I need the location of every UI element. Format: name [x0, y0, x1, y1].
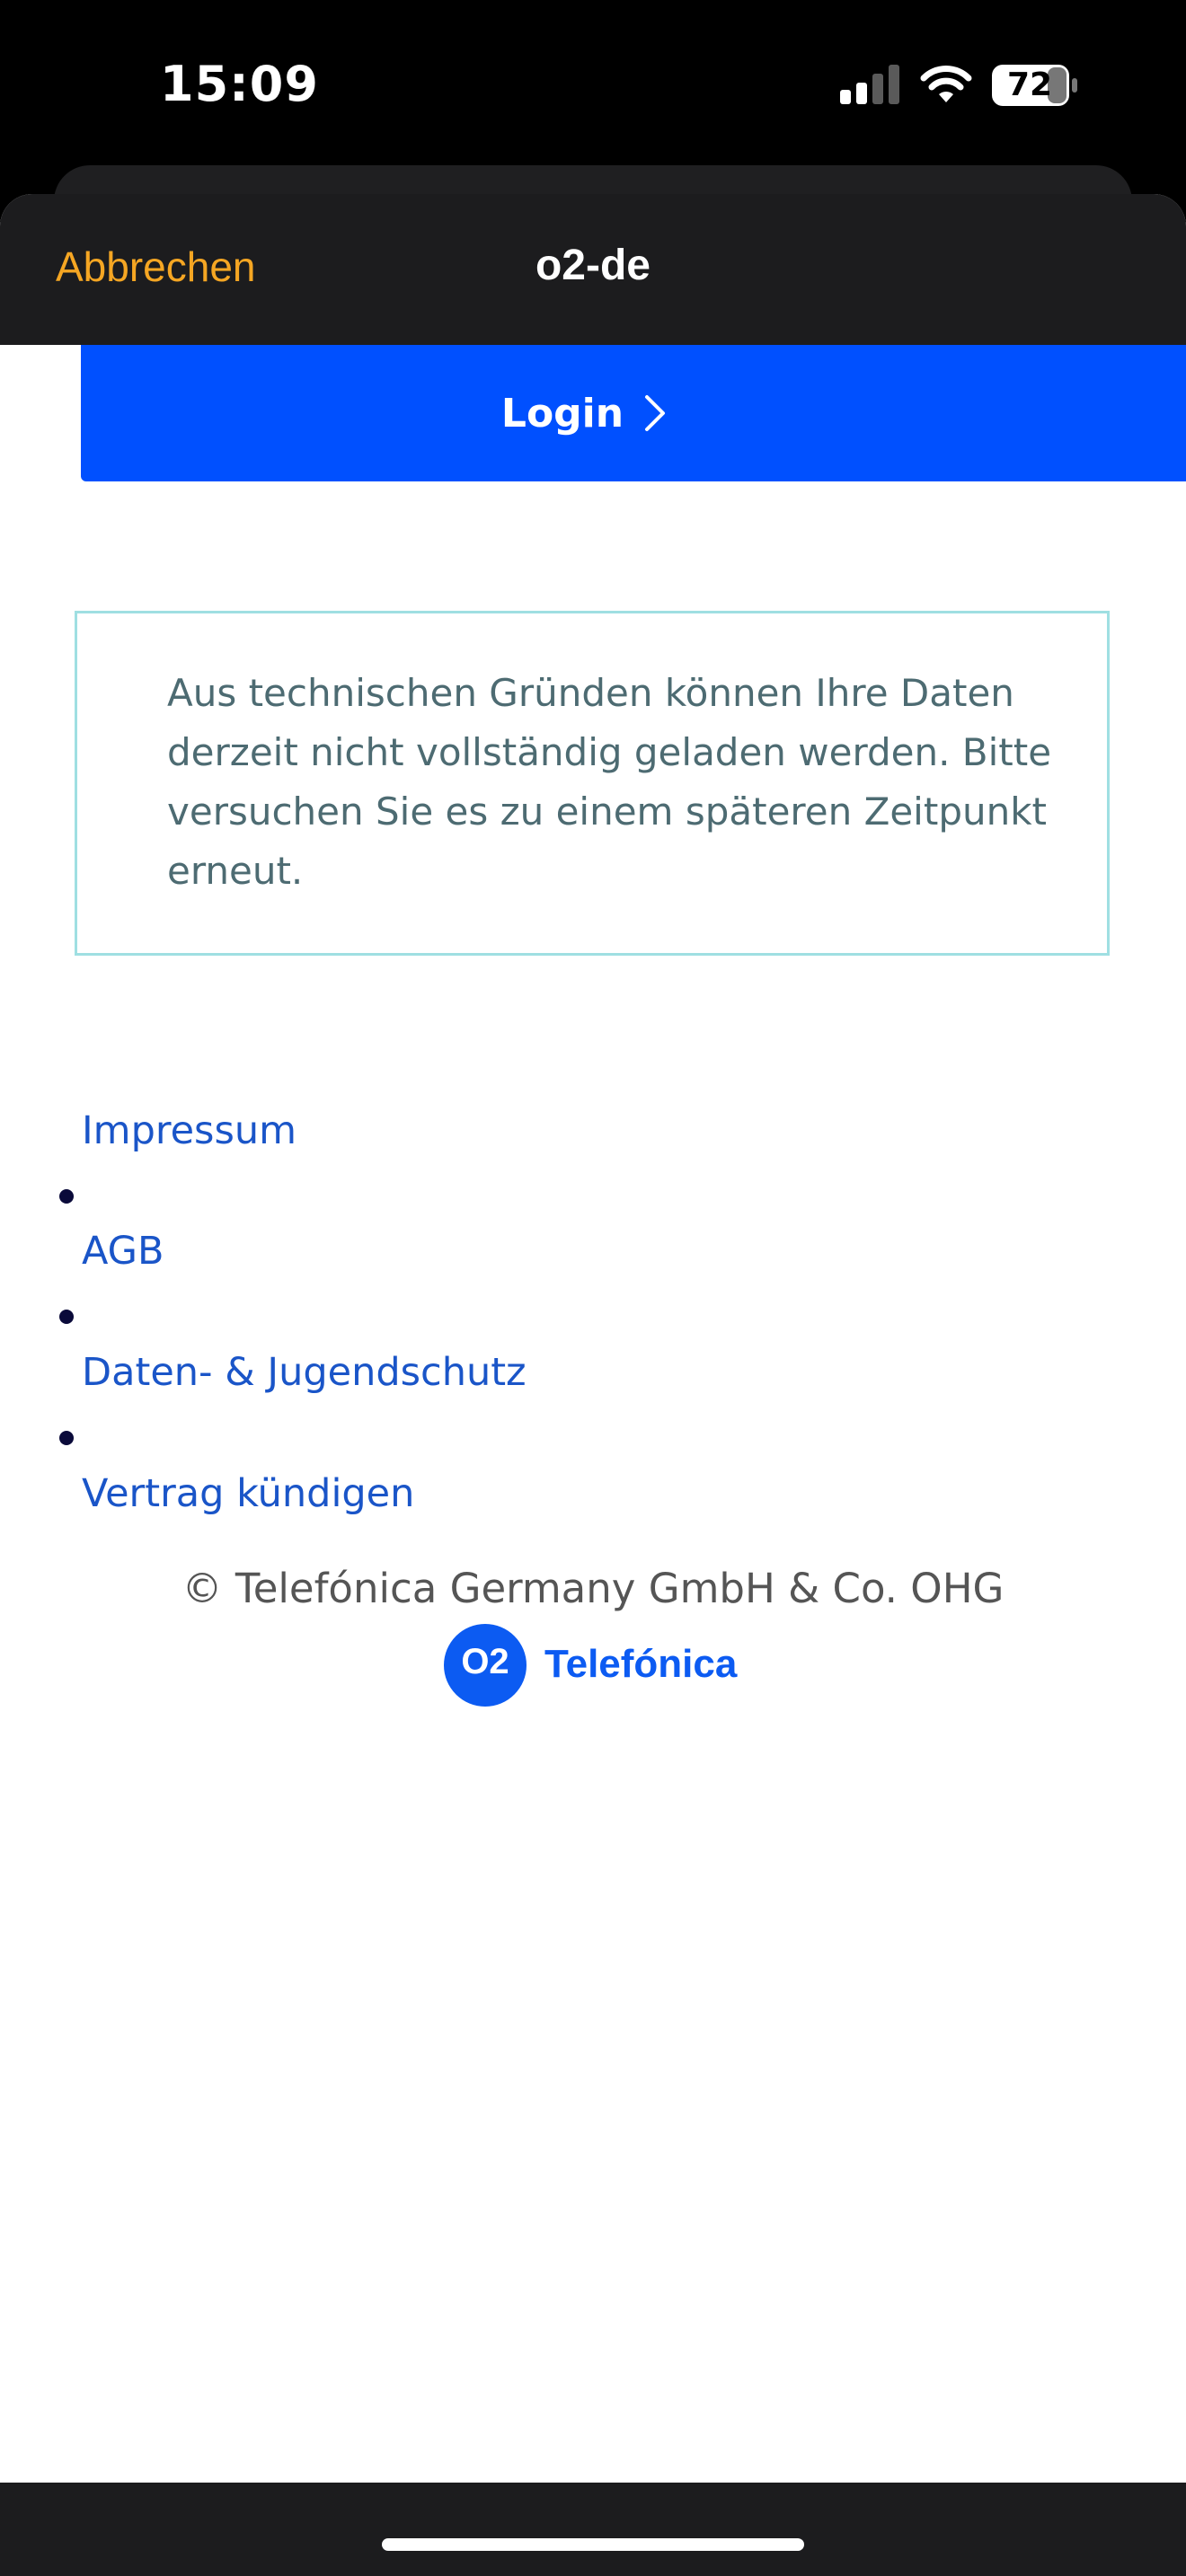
- nav-title: o2-de: [535, 242, 651, 289]
- login-label: Login: [500, 390, 624, 437]
- status-time: 15:09: [160, 56, 319, 112]
- chevron-right-icon: [643, 393, 667, 433]
- error-notice: [75, 611, 1110, 956]
- copyright-text: © Telefónica Germany GmbH & Co. OHG: [181, 1565, 1005, 1612]
- nav-bar: [0, 194, 1186, 345]
- link-vertrag-kuendigen[interactable]: Vertrag kündigen: [82, 1471, 415, 1516]
- list-bullet: [59, 1189, 74, 1204]
- link-impressum[interactable]: Impressum: [82, 1108, 296, 1153]
- signal-icon: [840, 65, 901, 104]
- list-bullet: [59, 1431, 74, 1445]
- modal-sheet: [0, 194, 1186, 2576]
- telefonica-logo: [444, 1624, 758, 1710]
- battery-level: 72: [1006, 66, 1053, 103]
- wifi-icon: [919, 61, 973, 106]
- o2-mark: O2: [461, 1642, 509, 1681]
- link-agb[interactable]: AGB: [82, 1229, 164, 1274]
- list-bullet: [59, 1310, 74, 1324]
- bottom-bar: [0, 2483, 1186, 2576]
- home-indicator[interactable]: [382, 2538, 804, 2551]
- notice-text: Aus technischen Gründen können Ihre Daten derzeit nicht vollständig geladen werden. Bitte versuchen Sie es zu einem späteren Zeitpunkt erneut.: [167, 671, 1052, 893]
- link-datenschutz[interactable]: Daten- & Jugendschutz: [82, 1350, 527, 1395]
- status-bar: [0, 0, 1186, 171]
- cancel-button[interactable]: Abbrechen: [56, 243, 256, 290]
- brand-name: Telefónica: [544, 1642, 738, 1686]
- o2-logo-icon: [444, 1624, 527, 1707]
- login-button[interactable]: [81, 345, 1186, 481]
